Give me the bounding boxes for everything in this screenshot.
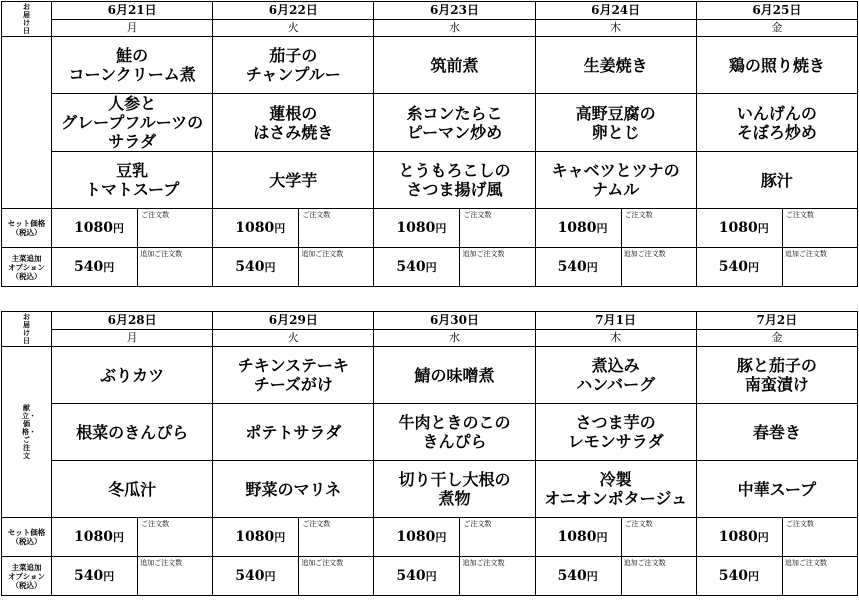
- weekday-header: 木: [535, 20, 696, 37]
- date-header: 6月22日: [213, 2, 374, 20]
- set-price: 1080円: [374, 518, 460, 557]
- soup-dish: 大学芋: [213, 152, 374, 209]
- option-price: 540円: [535, 248, 621, 287]
- order-count-field[interactable]: ご注文数: [782, 209, 857, 248]
- set-price: 1080円: [696, 518, 782, 557]
- option-price: 540円: [374, 557, 460, 596]
- option-price-label: 主菜追加 オプション （税込）: [2, 557, 52, 596]
- weekday-header: 火: [213, 20, 374, 37]
- soup-dish: 冷製 オニオンポタージュ: [535, 461, 696, 518]
- main-dish: ぶりカツ: [52, 347, 213, 404]
- order-count-field[interactable]: ご注文数: [138, 518, 213, 557]
- menu-label: [2, 37, 52, 209]
- soup-dish: 中華スープ: [696, 461, 857, 518]
- weekday-header: 水: [374, 330, 535, 347]
- date-header: 6月25日: [696, 2, 857, 20]
- option-price-label: 主菜追加 オプション （税込）: [2, 248, 52, 287]
- side-dish: 牛肉ときのこの きんぴら: [374, 404, 535, 461]
- option-price: 540円: [696, 248, 782, 287]
- order-count-field[interactable]: ご注文数: [460, 518, 535, 557]
- option-price: 540円: [52, 557, 138, 596]
- weekday-header: 金: [696, 330, 857, 347]
- side-dish: 高野豆腐の 卵とじ: [535, 94, 696, 152]
- weekday-header: 木: [535, 330, 696, 347]
- option-price: 540円: [52, 248, 138, 287]
- side-dish: 春巻き: [696, 404, 857, 461]
- week-table-2: [1, 311, 858, 596]
- main-dish: 筑前煮: [374, 37, 535, 94]
- main-dish: 鯖の味噌煮: [374, 347, 535, 404]
- order-count-field[interactable]: ご注文数: [299, 518, 374, 557]
- option-order-count-field[interactable]: 追加ご注文数: [460, 248, 535, 287]
- main-dish: チキンステーキ チーズがけ: [213, 347, 374, 404]
- date-header: 6月24日: [535, 2, 696, 20]
- set-price-label: セット価格 （税込）: [2, 209, 52, 248]
- order-count-field[interactable]: ご注文数: [299, 209, 374, 248]
- order-count-field[interactable]: ご注文数: [621, 518, 696, 557]
- main-dish: 煮込み ハンバーグ: [535, 347, 696, 404]
- option-order-count-field[interactable]: 追加ご注文数: [299, 557, 374, 596]
- soup-dish: 冬瓜汁: [52, 461, 213, 518]
- weekday-header: 金: [696, 20, 857, 37]
- weekday-header: 月: [52, 330, 213, 347]
- set-price: 1080円: [52, 518, 138, 557]
- option-order-count-field[interactable]: 追加ご注文数: [782, 248, 857, 287]
- date-header: 7月1日: [535, 312, 696, 330]
- side-dish: 人参と グレープフルーツの サラダ: [52, 94, 213, 152]
- set-price-label: セット価格 （税込）: [2, 518, 52, 557]
- soup-dish: 豆乳 トマトスープ: [52, 152, 213, 209]
- soup-dish: 野菜のマリネ: [213, 461, 374, 518]
- side-dish: さつま芋の レモンサラダ: [535, 404, 696, 461]
- option-order-count-field[interactable]: 追加ご注文数: [621, 248, 696, 287]
- option-order-count-field[interactable]: 追加ご注文数: [460, 557, 535, 596]
- date-header: 6月21日: [52, 2, 213, 20]
- set-price: 1080円: [213, 518, 299, 557]
- date-header: 6月28日: [52, 312, 213, 330]
- date-header: 6月29日: [213, 312, 374, 330]
- side-dish: 根菜のきんぴら: [52, 404, 213, 461]
- date-header: 7月2日: [696, 312, 857, 330]
- order-count-field[interactable]: ご注文数: [138, 209, 213, 248]
- date-header: 6月30日: [374, 312, 535, 330]
- soup-dish: とうもろこしの さつま揚げ風: [374, 152, 535, 209]
- option-price: 540円: [213, 557, 299, 596]
- date-header: 6月23日: [374, 2, 535, 20]
- option-order-count-field[interactable]: 追加ご注文数: [621, 557, 696, 596]
- soup-dish: キャベツとツナの ナムル: [535, 152, 696, 209]
- order-count-field[interactable]: ご注文数: [621, 209, 696, 248]
- set-price: 1080円: [535, 518, 621, 557]
- order-count-field[interactable]: ご注文数: [782, 518, 857, 557]
- delivery-day-label: お届け日: [2, 312, 52, 347]
- option-order-count-field[interactable]: 追加ご注文数: [782, 557, 857, 596]
- main-dish: 茄子の チャンプルー: [213, 37, 374, 94]
- soup-dish: 切り干し大根の 煮物: [374, 461, 535, 518]
- menu-label: 献立・価格・ご注文: [2, 347, 52, 518]
- set-price: 1080円: [696, 209, 782, 248]
- main-dish: 豚と茄子の 南蛮漬け: [696, 347, 857, 404]
- side-dish: いんげんの そぼろ炒め: [696, 94, 857, 152]
- set-price: 1080円: [535, 209, 621, 248]
- weekday-header: 月: [52, 20, 213, 37]
- order-count-field[interactable]: ご注文数: [460, 209, 535, 248]
- option-order-count-field[interactable]: 追加ご注文数: [138, 248, 213, 287]
- delivery-day-label: お届け日: [2, 2, 52, 37]
- soup-dish: 豚汁: [696, 152, 857, 209]
- option-price: 540円: [696, 557, 782, 596]
- side-dish: 糸コンたらこ ピーマン炒め: [374, 94, 535, 152]
- main-dish: 生姜焼き: [535, 37, 696, 94]
- option-price: 540円: [213, 248, 299, 287]
- set-price: 1080円: [374, 209, 460, 248]
- weekday-header: 火: [213, 330, 374, 347]
- week-table-1: [1, 1, 858, 287]
- set-price: 1080円: [213, 209, 299, 248]
- option-order-count-field[interactable]: 追加ご注文数: [299, 248, 374, 287]
- option-order-count-field[interactable]: 追加ご注文数: [138, 557, 213, 596]
- weekday-header: 水: [374, 20, 535, 37]
- set-price: 1080円: [52, 209, 138, 248]
- option-price: 540円: [535, 557, 621, 596]
- side-dish: 蓮根の はさみ焼き: [213, 94, 374, 152]
- main-dish: 鶏の照り焼き: [696, 37, 857, 94]
- side-dish: ポテトサラダ: [213, 404, 374, 461]
- option-price: 540円: [374, 248, 460, 287]
- main-dish: 鮭の コーンクリーム煮: [52, 37, 213, 94]
